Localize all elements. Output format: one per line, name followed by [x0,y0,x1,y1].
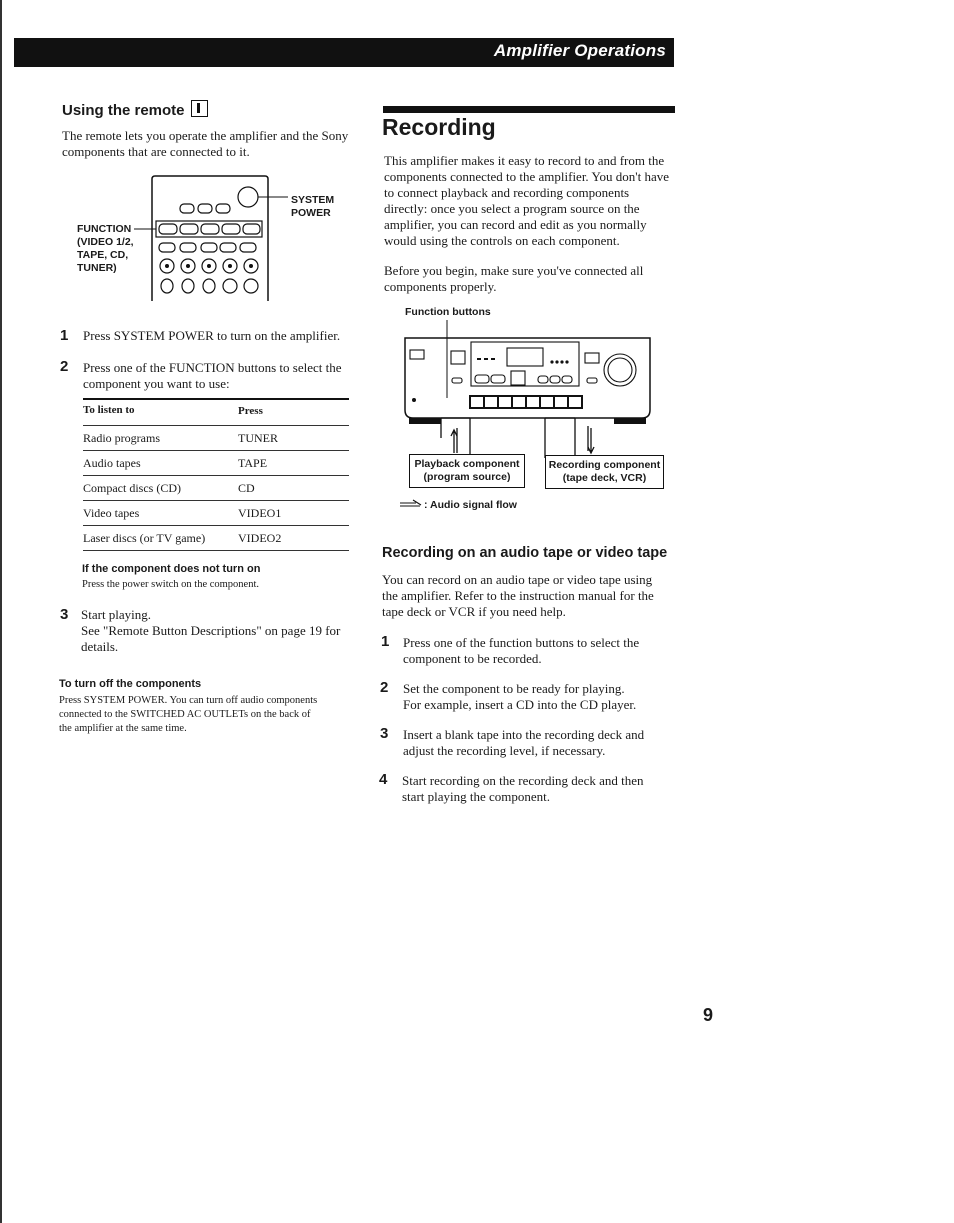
system-power-label: SYSTEM POWER [291,194,335,219]
recording-step-3: 3 Insert a blank tape into the recording deck and adjust the recording level, if necessary. [380,725,645,758]
recording-step-4: 4 Start recording on the recording deck and then start playing the component. [379,771,644,804]
note-title: To turn off the components [59,678,202,690]
table-rule [83,425,349,426]
table-cell-source: Laser discs (or TV game) [83,531,206,545]
table-cell-button: CD [238,481,255,495]
function-label: FUNCTION (VIDEO 1/2, TAPE, CD, TUNER) [77,223,134,274]
recording-heading: Recording [382,114,496,140]
table-rule [83,550,349,551]
table-rule [83,525,349,526]
page-edge-rule [0,0,2,1223]
table-rule [83,475,349,476]
table-cell-source: Radio programs [83,431,160,445]
table-header-press: Press [238,405,263,417]
table-cell-button: VIDEO1 [238,506,282,520]
step-3: 3 Start playing. See "Remote Button Descriptions" on page 19 for details. [60,606,341,654]
step-2: 2 Press one of the FUNCTION buttons to select the component you want to use: [60,358,342,391]
recording-step-2: 2 Set the component to be ready for playing. For example, insert a CD into the CD player. [380,679,637,712]
table-cell-source: Compact discs (CD) [83,481,181,495]
signal-flow-legend: : Audio signal flow [398,499,517,512]
recording-heading-rule [383,106,675,113]
remote-icon [191,100,208,117]
note-text: Press SYSTEM POWER. You can turn off audio components connected to the SWITCHED AC OUTLETs on the back of the amplifier at the same time. [59,695,318,734]
step-1: 1 Press SYSTEM POWER to turn on the amplifier. [60,327,341,344]
table-header-listen: To listen to [83,404,135,416]
table-cell-source: Video tapes [83,506,140,520]
page-number: 9 [703,1005,714,1025]
recording-intro: This amplifier makes it easy to record to and from the components connected to the amplifier. You don't have to connect playback and recording components directly: once you select a program source on the amplifier, you can record and edit as you normally would using the controls on each component. [384,153,670,248]
table-cell-button: VIDEO2 [238,531,282,545]
before-you-begin: Before you begin, make sure you've connected all components properly. [384,263,644,294]
playback-component-box: Playback component (program source) [409,454,525,488]
remote-intro: The remote lets you operate the amplifier and the Sony components that are connected to it. [62,128,349,159]
table-rule [83,450,349,451]
using-remote-heading: Using the remote [62,100,208,119]
recording-step-1: 1 Press one of the function buttons to select the component to be recorded. [381,633,640,666]
recording-component-box: Recording component (tape deck, VCR) [545,455,664,489]
note-title: If the component does not turn on [82,563,261,575]
signal-flow-arrow-icon [398,499,424,509]
table-cell-source: Audio tapes [83,456,141,470]
recording-tape-subheading: Recording on an audio tape or video tape [382,545,668,561]
table-cell-button: TUNER [238,431,278,445]
recording-tape-intro: You can record on an audio tape or video tape using the amplifier. Refer to the instruction manual for the tape deck or VCR if you need help. [382,572,654,619]
note-text: Press the power switch on the component. [82,579,260,590]
function-buttons-label: Function buttons [405,306,491,318]
table-top-rule [83,398,349,400]
section-header-bar [14,38,674,67]
section-header-title: Amplifier Operations [493,41,666,60]
table-cell-button: TAPE [238,456,268,470]
table-rule [83,500,349,501]
